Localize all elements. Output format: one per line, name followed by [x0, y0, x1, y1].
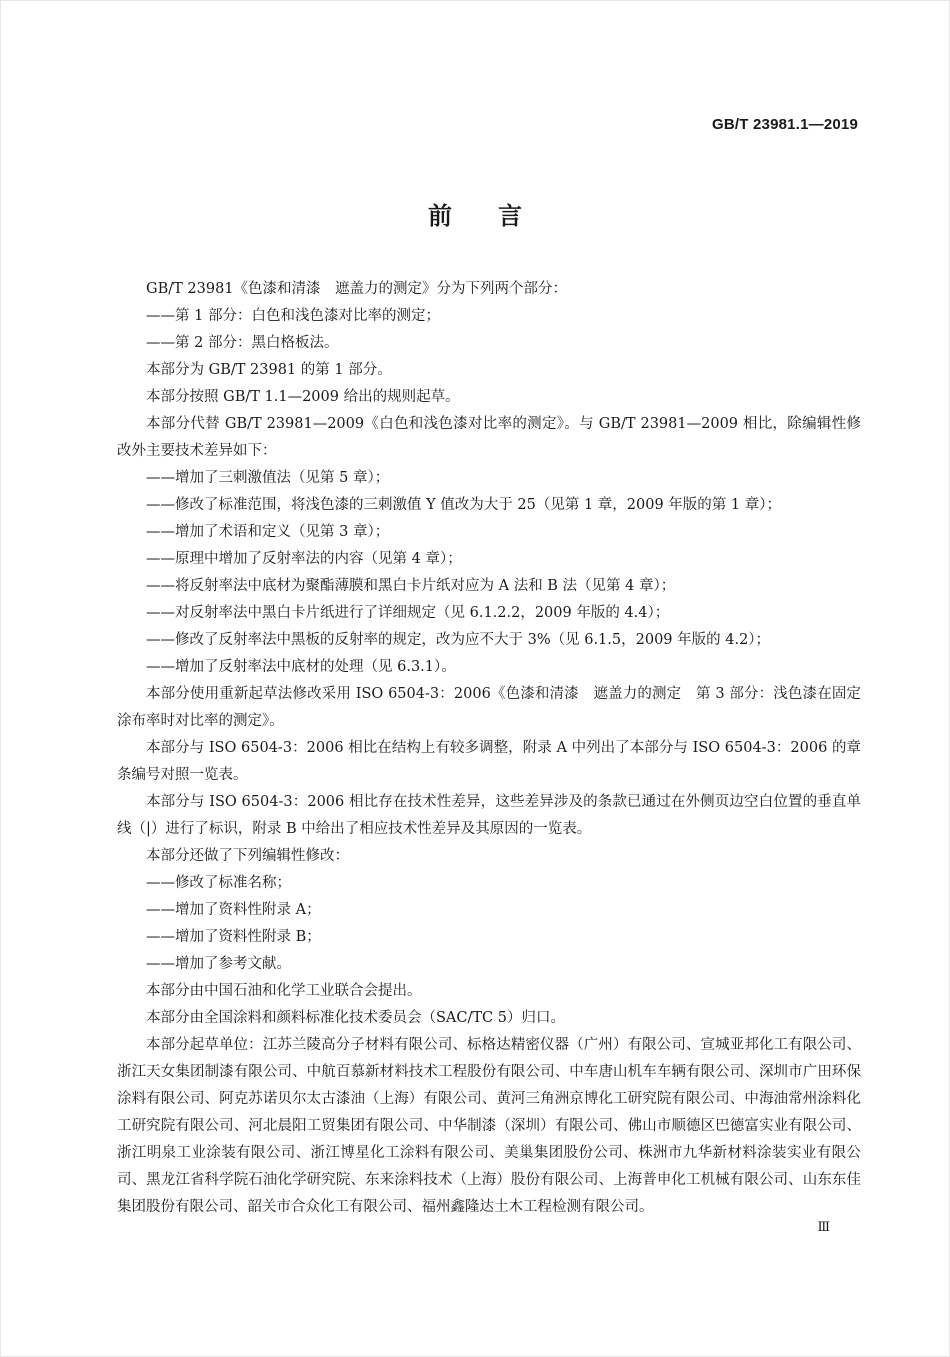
- list-item: ——修改了标准名称；: [146, 875, 291, 891]
- paragraph: 本部分与 ISO 6504-3：2006 相比在结构上有较多调整，附录 A 中列出了本部分与 ISO 6504-3：2006 的章条编号对照一览表。: [117, 740, 861, 783]
- paragraph: 本部分按照 GB/T 1.1—2009 给出的规则起草。: [146, 389, 460, 405]
- foreword-body: [117, 276, 861, 1221]
- list-item: ——增加了资料性附录 B；: [146, 929, 321, 945]
- standard-code: GB/T 23981.1—2019: [712, 116, 858, 133]
- list-item: ——第 1 部分：白色和浅色漆对比率的测定；: [146, 308, 440, 324]
- paragraph: 本部分起草单位：江苏兰陵高分子材料有限公司、标格达精密仪器（广州）有限公司、宣城亚邦化工有限公司、浙江天女集团制漆有限公司、中航百慕新材料技术工程股份有限公司、中车唐山机车车辆有限公司、深圳市广田环保涂料有限公司、阿克苏诺贝尔太古漆油（上海）有限公司、黄河三角洲京博化工研究院有限公司、中海油常州涂料化工研究院有限公司、河北晨阳工贸集团有限公司、中华制漆（深圳）有限公司、佛山市顺德区巴德富实业有限公司、浙江明泉工业涂装有限公司、浙江博星化工涂料有限公司、美巢集团股份公司、株洲市九华新材料涂装实业有限公司、黑龙江省科学院石油化学研究院、东来涂料技术（上海）股份有限公司、上海普申化工机械有限公司、山东东佳集团股份有限公司、韶关市合众化工有限公司、福州鑫隆达土木工程检测有限公司。: [117, 1037, 861, 1215]
- paragraph: 本部分由全国涂料和颜料标准化技术委员会（SAC/TC 5）归口。: [146, 1010, 565, 1026]
- list-item: ——增加了三刺激值法（见第 5 章）；: [146, 470, 390, 486]
- page-title: 前言: [428, 202, 568, 230]
- paragraph: GB/T 23981《色漆和清漆 遮盖力的测定》分为下列两个部分：: [146, 281, 568, 297]
- paragraph: 本部分代替 GB/T 23981—2009《白色和浅色漆对比率的测定》。与 GB/T 23981—2009 相比，除编辑性修改外主要技术差异如下：: [117, 416, 861, 459]
- list-item: ——第 2 部分：黑白格板法。: [146, 335, 339, 351]
- list-item: ——原理中增加了反射率法的内容（见第 4 章）；: [146, 551, 462, 567]
- list-item: ——对反射率法中黑白卡片纸进行了详细规定（见 6.1.2.2，2009 年版的 4.4）；: [146, 605, 670, 621]
- list-item: ——增加了反射率法中底材的处理（见 6.3.1）。: [146, 659, 456, 675]
- page-number: Ⅲ: [817, 1220, 830, 1235]
- paragraph: 本部分为 GB/T 23981 的第 1 部分。: [146, 362, 392, 378]
- paragraph: 本部分与 ISO 6504-3：2006 相比存在技术性差异，这些差异涉及的条款已通过在外侧页边空白位置的垂直单线（|）进行了标识，附录 B 中给出了相应技术性差异及其原因的一览表。: [117, 794, 861, 837]
- list-item: ——增加了资料性附录 A；: [146, 902, 321, 918]
- paragraph: 本部分还做了下列编辑性修改：: [146, 848, 349, 864]
- list-item: ——将反射率法中底材为聚酯薄膜和黑白卡片纸对应为 A 法和 B 法（见第 4 章）；: [146, 578, 676, 594]
- paragraph: 本部分由中国石油和化学工业联合会提出。: [146, 983, 422, 999]
- list-item: ——增加了术语和定义（见第 3 章）；: [146, 524, 390, 540]
- paragraph: 本部分使用重新起草法修改采用 ISO 6504-3：2006《色漆和清漆 遮盖力的测定 第 3 部分：浅色漆在固定涂布率时对比率的测定》。: [117, 686, 861, 729]
- list-item: ——修改了标准范围，将浅色漆的三刺激值 Y 值改为大于 25（见第 1 章，2009 年版的第 1 章）；: [146, 497, 781, 513]
- list-item: ——增加了参考文献。: [146, 956, 291, 972]
- list-item: ——修改了反射率法中黑板的反射率的规定，改为应不大于 3%（见 6.1.5，2009 年版的 4.2）；: [146, 632, 771, 648]
